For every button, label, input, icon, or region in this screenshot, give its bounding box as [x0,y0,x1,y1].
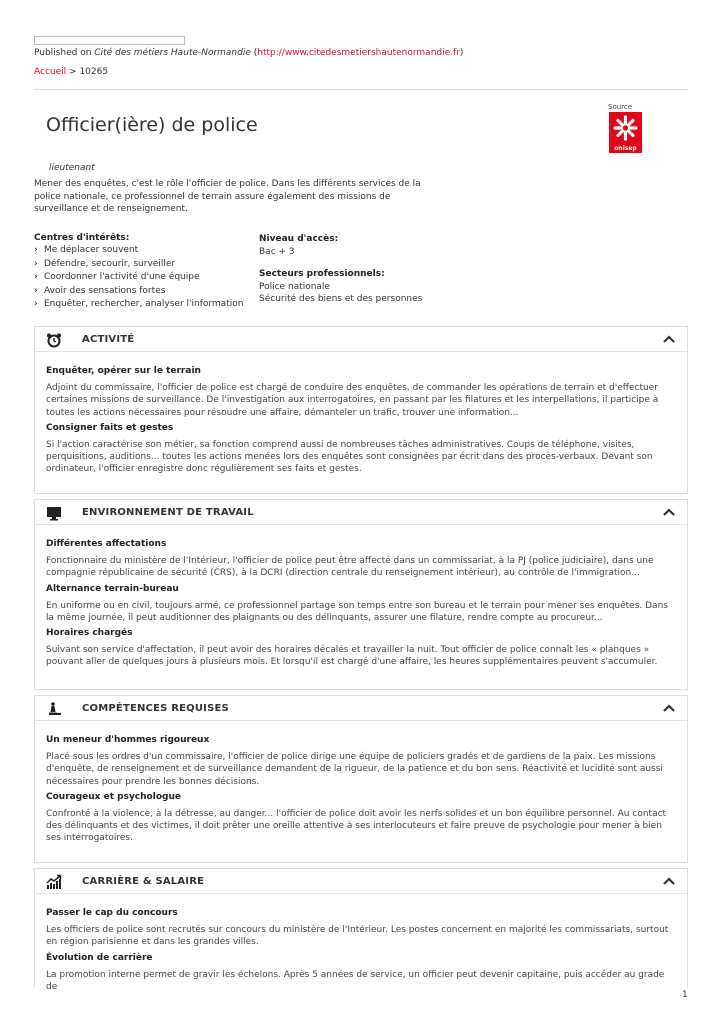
panel-activite-title: ACTIVITÉ [82,334,135,345]
chess-piece-icon [46,701,62,717]
chevron-right-icon: › [34,285,38,296]
chevron-up-icon[interactable] [663,334,675,344]
access-value: Bac + 3 [259,246,295,257]
sector-item: Police nationale [259,281,330,292]
access-heading: Niveau d'accès: [259,234,339,244]
chevron-up-icon[interactable] [663,703,675,713]
section-text: Si l'action caractérise son métier, sa fonction comprend aussi de nombreuses tâches administratives. Coups de téléphone, visites, perquisitions, auditions... toutes les actions menées lors des enquêtes sont consignées par écrit dans des procès-verbaux. Devant son ordinateur, l'officier enregistre donc régulièrement ses faits et gestes. [46,439,653,475]
chevron-right-icon: › [34,258,38,269]
page-title: Officier(ière) de police [46,114,258,136]
panel-competences-title: COMPÉTENCES REQUISES [82,703,229,714]
sector-item: Sécurité des biens et des personnes [259,294,423,304]
section-heading: Un meneur d'hommes rigoureux [46,735,210,745]
interest-item: › Coordonner l'activité d'une équipe [34,271,249,285]
page-number: 1 [682,990,688,1000]
breadcrumb-current: 10265 [79,67,109,77]
section-text: Placé sous les ordres d'un commissaire, l'officier de police dirige une équipe de policiers gradés et de gardiens de la paix. Les missions d'enquête, de renseignement et de surveillance demandent de la rigueur, de la patience et du bon sens. Réactivité et lucidité sont aussi nécessaires pour prendre les bonnes décisions. [46,752,663,787]
section-text: Confronté à la violence, à la détresse, au danger... l'officier de police doit avoir les nerfs solides et un bon équilibre personnel. Au contact des délinquants et des victimes, il doit prêter une oreille attentive à ses interlocuteurs et faire preuve de psychologie pour mener à bien ses interrogatoires. [46,808,667,844]
interests-heading: Centres d'intérêts: [34,233,130,243]
panel-carriere [34,868,688,992]
section-heading: Courageux et psychologue [46,791,181,802]
onisep-logo[interactable] [609,112,642,153]
panel-environnement-title: ENVIRONNEMENT DE TRAVAIL [82,507,254,518]
panel-carriere-header[interactable] [35,869,687,894]
panel-competences [34,695,688,863]
interest-item: › Défendre, secourir, surveiller [34,258,249,272]
interest-item: › Avoir des sensations fortes [34,285,249,299]
source-label: Source [608,103,633,111]
panel-competences-header[interactable] [35,696,687,721]
panel-activite-header[interactable] [35,327,687,352]
panel-carriere-title: CARRIÈRE & SALAIRE [82,876,205,887]
logo-text: onisep [614,145,637,152]
interests-block [34,233,249,312]
chevron-up-icon[interactable] [663,507,675,517]
published-prefix: Published on [34,48,92,58]
section-text: Suivant son service d'affectation, il peut avoir des horaires décalés et travailler la nuit. Tout officier de police connaît les « planques » pouvant aller de quelques jours à plusieurs mois. Et lorsqu'il est chargé d'une affaire, les heures supplémentaires peuvent s'accumuler. [46,645,658,668]
section-text: Adjoint du commissaire, l'officier de police est chargé de conduire des enquêtes, de commander les opérations de terrain et d'effectuer certaines missions de surveillance. De l'investigation aux interrogatoires, en passant par les filatures et les interpellations, il participe à toutes les actions nécessaires pour résoudre une affaire, démanteler un trafic, trouver une information... [46,383,659,418]
section-heading: Alternance terrain-bureau [46,583,179,594]
site-name: Cité des métiers Haute-Normandie [94,48,251,58]
section-heading: Enquêter, opérer sur le terrain [46,366,201,376]
panel-environnement [34,499,688,690]
access-block [259,233,499,258]
section-text: La promotion interne permet de gravir les échelons. Après 5 années de service, un officier peut devenir capitaine, puis accéder au grade de [46,969,665,992]
site-url-link[interactable]: http://www.citedesmetiershautenormandie.fr [257,48,460,58]
section-text: Les officiers de police sont recrutés sur concours du ministère de l'Intérieur. Les postes concernent en majorité les commissariats, surtout en région parisienne et dans les grandes villes. [46,925,669,948]
section-heading: Consigner faits et gestes [46,422,174,433]
section-text: Fonctionnaire du ministère de l'Intérieur, l'officier de police peut être affecté dans un commissariat, à la PJ (police judiciaire), dans une compagnie républicaine de sécurité (CRS), à la DCRI (direction centrale du renseignement intérieur), au contrôle de l'immigration... [46,556,654,579]
section-heading: Passer le cap du concours [46,908,178,918]
growth-chart-icon [46,874,62,890]
alarm-clock-icon [46,332,62,348]
interest-item: › Me déplacer souvent [34,244,249,258]
job-subtitle: lieutenant [49,163,95,173]
sectors-block [259,268,499,306]
panel-activite [34,326,688,494]
sectors-heading: Secteurs professionnels: [259,269,385,279]
chevron-right-icon: › [34,299,38,309]
section-heading: Évolution de carrière [46,952,153,963]
header-divider [34,89,688,90]
chevron-right-icon: › [34,245,38,255]
panel-environnement-header[interactable] [35,500,687,525]
header-box [34,36,185,45]
section-heading: Horaires chargés [46,628,133,639]
breadcrumb [34,67,108,77]
chevron-right-icon: › [34,272,38,282]
published-line: Published on Cité des métiers Haute-Normandie (http://www.citedesmetiershautenormandie.fr) [34,48,464,58]
breadcrumb-home-link[interactable]: Accueil [34,67,67,77]
interest-item: › Enquêter, rechercher, analyser l'information [34,298,249,312]
section-text: En uniforme ou en civil, toujours armé, ce professionnel partage son temps entre son bureau et le terrain pour mener ses enquêtes. Dans la même journée, il peut auditionner des plaignants ou des délinquants, assurer une filature, rendre compte au procureur... [46,600,668,623]
breadcrumb-separator: > [69,67,77,77]
section-heading: Différentes affectations [46,539,167,549]
monitor-icon [46,505,62,521]
chevron-up-icon[interactable] [663,876,675,886]
intro-text: Mener des enquêtes, c'est le rôle l'officier de police. Dans les différents services de la police nationale, ce professionnel de terrain assure également des missions de surveillance et de renseignement. [34,179,421,214]
onisep-star-icon [609,112,642,144]
